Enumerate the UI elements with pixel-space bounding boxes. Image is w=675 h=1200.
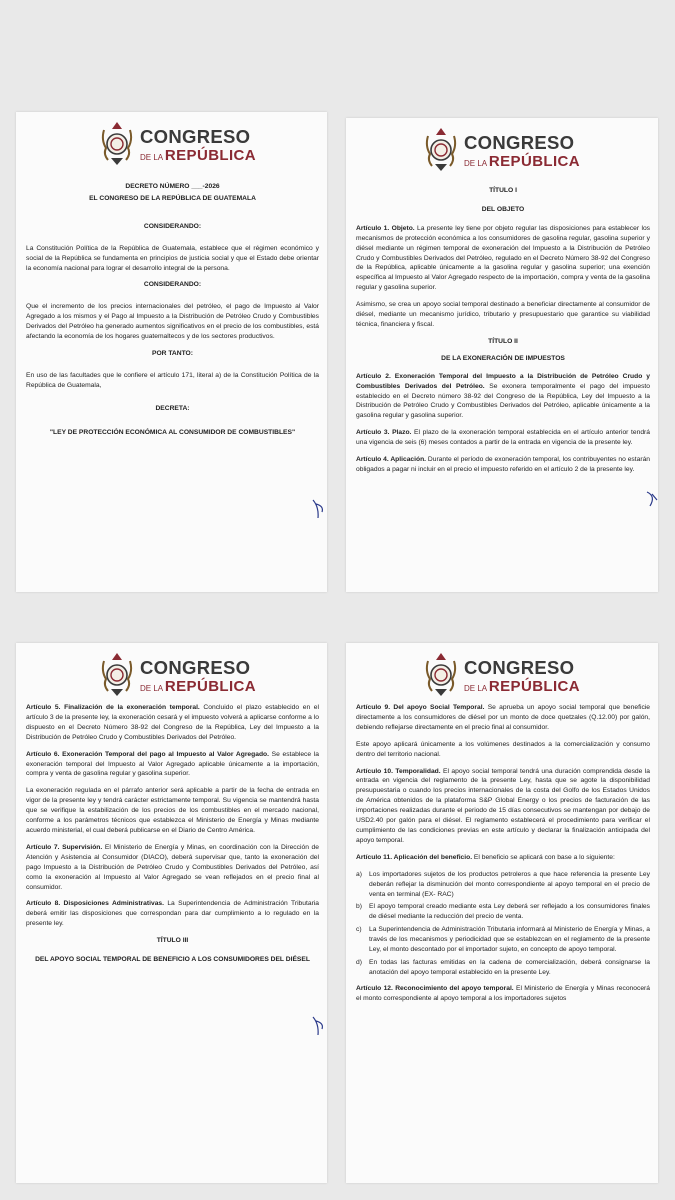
congress-header: [346, 118, 658, 182]
congress-seal-icon: [422, 126, 460, 172]
article-12: Artículo 12. Reconocimiento del apoyo temporal. El Ministerio de Energía y Minas reconocerá el monto correspondiente al apoyo temporal a los importadores sujetos: [356, 984, 651, 1002]
document-page-4: [346, 643, 658, 1183]
document-page-2: [346, 118, 658, 592]
article-8: Artículo 8. Disposiciones Administrativas. La Superintendencia de Administración Tributaria deberá emitir las disposiciones que correspondan para dar cumplimiento a lo regulado en la presente ley.: [26, 900, 319, 928]
list-item: c) La Superintendencia de Administración Tributaria informará al Ministerio de Energía y Minas, a través de los mecanismos y periodicidad que se establezcan en el reglamento de la presente Ley, el monto descontado por el importador sujeto, en concepto de apoyo temporal.: [356, 926, 650, 954]
article-11-list: [356, 870, 650, 978]
logo-republica: DE LA REPÚBLICA: [464, 678, 581, 695]
title-i-name: DEL OBJETO: [481, 205, 525, 213]
article-6-para-2: La exoneración regulada en el párrafo anterior será aplicable a partir de la fecha de entrada en vigor de la presente ley y tendrá carácter estrictamente temporal. Su vigencia se mantendrá hasta que se verifique la estabilización de los precios de los combustibles en el mercado nacional, conforme a los parámetros técnicos que establezca el Ministerio de Energía y Minas mediante acuerdo ministerial, el cual deberá publicarse en el Diario de Centro América.: [26, 787, 319, 834]
list-item: a) Los importadores sujetos de los productos petroleros a que hace referencia la presente Ley deberán reflejar la disminución del monto correspondiente al apoyo temporal en el precio de venta en terminal (EX- RAC): [356, 870, 650, 898]
document-page-3: [16, 643, 327, 1183]
article-9-para-2: Este apoyo aplicará únicamente a los volúmenes destinados a la comercialización y consumo dentro del territorio nacional.: [356, 740, 650, 758]
congress-seal-icon: [98, 120, 136, 166]
therefore-text: En uso de las facultades que le confiere el artículo 171, literal a) de la Constitución Política de la República de Guatemala,: [26, 371, 319, 389]
article-5: Artículo 5. Finalización de la exoneración temporal. Concluido el plazo establecido en el artículo 3 de la presente ley, la exoneración cesará y el impuesto volverá a aplicarse conforme a lo dispuesto en el Decreto Número 38-92 del Congreso de la República, Ley del Impuesto a la Distribución de Petróleo Crudo y Combustibles Derivados del Petróleo.: [26, 704, 319, 741]
therefore-heading: POR TANTO:: [152, 349, 193, 357]
congress-header: [16, 112, 327, 176]
article-7: Artículo 7. Supervisión. El Ministerio de Energía y Minas, en coordinación con la Dirección de Atención y Asistencia al Consumidor (DIACO), deberá supervisar que, tanto la exoneración del pago Impuesto a la Distribución de Petróleo Crudo y Combustibles Derivados del Petróleo, así como la exoneración al Impuesto al Valor Agregado se vean reflejados en el precio final al consumidor.: [26, 843, 319, 891]
law-title: "LEY DE PROTECCIÓN ECONÓMICA AL CONSUMIDOR DE COMBUSTIBLES": [49, 428, 296, 436]
article-1: Artículo 1. Objeto. La presente ley tiene por objeto regular las disposiciones para establecer los mecanismos de protección económica a los consumidores de gasolina regular, gasolina superior y diésel mediante un régimen temporal de exoneración del Impuesto a la Distribución de Petróleo Crudo y Combustibles Derivados del Petróleo, regulado en el Decreto Número 38-92 del Congreso de la República, aplicable únicamente a la gasolina regular y gasolina superior; una exención específica al Impuesto al Valor Agregado respecto de la importación, compra y venta de la gasolina regular y gasolina superior.: [356, 224, 651, 292]
article-11: Artículo 11. Aplicación del beneficio. El beneficio se aplicará con base a lo siguiente:: [356, 853, 615, 861]
list-item: d) En todas las facturas emitidas en la cadena de comercialización, deberá consignarse la anotación del apoyo temporal establecido en la presente Ley.: [356, 958, 650, 976]
considering-heading-2: CONSIDERANDO:: [143, 281, 202, 289]
signature-mark-icon: [310, 1015, 326, 1037]
article-9: Artículo 9. Del apoyo Social Temporal. Se aprueba un apoyo social temporal que beneficie directamente a los consumidores de diésel por un monto de doce quetzales (Q.12.00) por galón, debiendo reflejarse directamente en el precio final al consumidor.: [356, 704, 650, 731]
logo-republica: DE LA REPÚBLICA: [140, 147, 257, 164]
article-1-para-2: Asimismo, se crea un apoyo social temporal destinado a beneficiar directamente al consumidor de diésel, mediante un mecanismo jurídico, tributario y presupuestario que garantice su viabilidad técnica, financiera y fiscal.: [356, 301, 650, 328]
article-10: Artículo 10. Temporalidad. El apoyo social temporal tendrá una duración comprendida desde la entrada en vigencia del reglamento de la presente Ley, hasta que se agote la disponibilidad presupuestaria o cuando los precios internacionales de la costa del Golfo de los Estados Unidos de América obtenidos de la plataforma S&P Global Energy o los precios de facturación de las importaciones realizadas durante el periodo de 15 días consecutivos se mantengan por debajo de USD2.40 por galón para el diésel. El reglamento establecerá el procedimiento para verificar el cumplimiento de las condiciones previas en este artículo y declarar la finalización anticipada del apoyo temporal.: [356, 767, 650, 844]
decrees-heading: DECRETA:: [155, 404, 190, 412]
signature-mark-icon: [310, 498, 326, 520]
congress-seal-icon: [422, 651, 460, 697]
article-3: Artículo 3. Plazo. El plazo de la exoneración temporal establecida en el artículo anterior tendrá una vigencia de seis (6) meses contados a partir de la entrada en vigencia de la presente ley.: [356, 429, 650, 447]
logo-congreso: CONGRESO: [140, 126, 251, 147]
logo-republica: DE LA REPÚBLICA: [464, 153, 581, 170]
article-2: Artículo 2. Exoneración Temporal del Impuesto a la Distribución de Petróleo Crudo y Combustibles Derivados del Petróleo. Se exonera temporalmente el pago del impuesto establecido en el Decreto número 38-92 del Congreso de la República, Ley del Impuesto a la Distribución de Petróleo Crudo y Combustibles Derivados del Petróleo, aplicable únicamente a la gasolina regular y gasolina superior.: [356, 372, 650, 420]
logo-congreso: CONGRESO: [464, 657, 575, 678]
title-ii: TÍTULO II: [488, 337, 518, 345]
signature-mark-icon: [644, 488, 658, 510]
considering-text-1: La Constitución Política de la República de Guatemala, establece que el régimen económico y social de la República se fundamenta en principios de justicia social y que el Estado debe orientar la economía nacional para lograr el desarrollo integral de la persona.: [26, 244, 319, 272]
article-6: Artículo 6. Exoneración Temporal del pago al Impuesto al Valor Agregado. Se establece la exoneración temporal del Impuesto al Valor Agregado aplicable únicamente a la importación, compra y venta de gasolina regular y gasolina superior.: [26, 750, 319, 778]
congress-header: [16, 643, 327, 703]
list-item: b) El apoyo temporal creado mediante esta Ley deberá ser reflejado a los consumidores finales de diésel mediante la reducción del precio de venta.: [356, 903, 650, 921]
title-ii-name: DE LA EXONERACIÓN DE IMPUESTOS: [441, 354, 565, 362]
considering-heading-1: CONSIDERANDO:: [143, 222, 202, 230]
logo-congreso: CONGRESO: [140, 657, 251, 678]
document-page-1: [16, 112, 327, 592]
decree-number: DECRETO NÚMERO ___-2026: [125, 183, 220, 190]
decree-issuer: EL CONGRESO DE LA REPÚBLICA DE GUATEMALA: [89, 194, 256, 202]
congress-header: [346, 643, 658, 703]
logo-congreso: CONGRESO: [464, 132, 575, 153]
article-4: Artículo 4. Aplicación. Durante el período de exoneración temporal, los contribuyentes no estarán obligados a pagar ni incluir en el precio el impuesto referido en el artículo 2 de la presente ley.: [356, 456, 651, 473]
title-i: TÍTULO I: [489, 187, 517, 194]
title-iii: TÍTULO III: [156, 937, 189, 945]
congress-seal-icon: [98, 651, 136, 697]
title-iii-name: DEL APOYO SOCIAL TEMPORAL DE BENEFICIO A LOS CONSUMIDORES DEL DIÉSEL: [35, 956, 310, 964]
considering-text-2: Que el incremento de los precios internacionales del petróleo, el pago de Impuesto al Valor Agregado a los mismos y el Pago al Impuesto a la Distribución de Petróleo Crudo y Combustibles Derivados del Petróleo ha generado aumentos significativos en el precio de los combustibles, está afectando la economía de los hogares guatemaltecos y de los sectores productivos.: [26, 303, 319, 341]
logo-republica: DE LA REPÚBLICA: [140, 678, 257, 695]
